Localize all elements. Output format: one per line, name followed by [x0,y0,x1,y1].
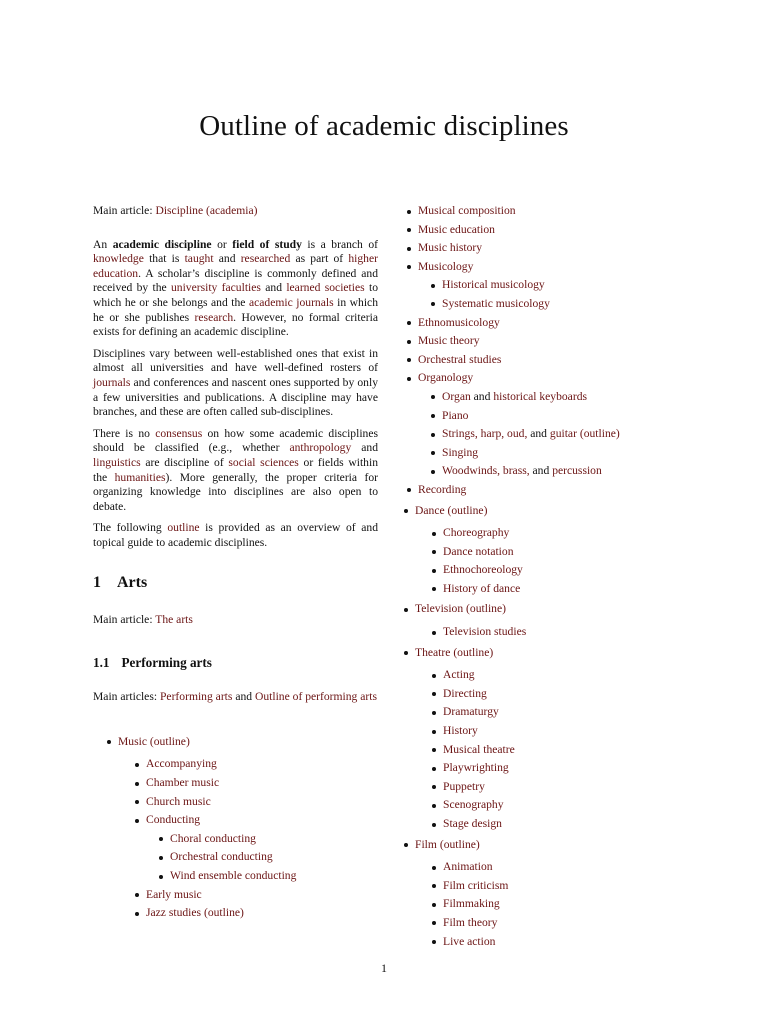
conducting-sublist [146,832,378,884]
list-item-music [118,735,378,921]
intro-paragraph-1: An academic discipline or field of study is a branch of knowledge that is taught and researched as part of higher education. A scholar’s discipline is commonly defined and received by the university faculties and learned societies to which he or she belongs and the academic journals in which he or she publishes research. However, no formal criteria exists for defining an academic discipline. [93,237,379,339]
list-item [442,409,690,424]
link-television[interactable]: Television [415,602,464,616]
link-choreography[interactable]: Choreography [443,526,510,540]
list-item-dance [415,504,690,597]
link-wind-ensemble-conducting[interactable]: Wind ensemble conducting [170,869,297,882]
link-music-outline[interactable]: (outline) [149,734,190,748]
page-title: Outline of academic disciplines [199,110,569,142]
list-item [442,297,690,312]
link-piano[interactable]: Piano [442,408,469,422]
list-item [170,869,378,884]
dance-sublist [415,526,690,596]
list-item [443,545,690,560]
list-item [443,916,690,931]
list-item [418,241,690,256]
main-article-arts: Main article: The arts [93,613,193,627]
list-item [418,316,690,331]
link-dramaturgy[interactable]: Dramaturgy [443,705,499,719]
list-item [418,223,690,238]
link-stage-design[interactable]: Stage design [443,817,502,830]
link-jazz-outline[interactable]: (outline) [203,906,244,920]
link-scenography[interactable]: Scenography [443,798,504,812]
list-item [443,582,690,597]
link-history[interactable]: History [443,724,478,738]
link-woodwinds-brass[interactable]: Woodwinds, brass, [442,464,530,478]
link-film[interactable]: Film [415,837,437,851]
link-knowledge[interactable]: knowledge [93,252,144,266]
list-item [443,668,690,683]
page-number: 1 [381,961,387,975]
link-outline[interactable]: outline [167,521,200,535]
link-dance-notation[interactable]: Dance notation [443,544,514,558]
list-item [418,204,690,219]
link-puppetry[interactable]: Puppetry [443,779,485,793]
link-research[interactable]: research [194,310,234,324]
intro-paragraph-4: The following outline is provided as an overview of and topical guide to academic disciplines. [93,521,378,549]
list-item [443,724,690,739]
link-theatre-outline[interactable]: (outline) [453,645,494,659]
link-music[interactable]: Music [118,734,147,748]
link-music-theory[interactable]: Music theory [418,334,480,348]
subsection-heading-performing-arts: 1.1 Performing arts [93,654,212,670]
link-social-sciences[interactable]: social sciences [228,455,299,469]
music-sublist-continued [418,204,690,498]
link-strings-harp-oud[interactable]: Strings, harp, oud, [442,427,528,441]
link-television-studies[interactable]: Television studies [443,625,527,639]
list-item: Woodwinds, brass, and percussion [442,464,690,479]
link-history-of-dance[interactable]: History of dance [443,581,521,595]
list-item [418,483,690,498]
list-item [443,705,690,720]
link-organ[interactable]: Organ [442,389,471,403]
list-item [170,850,378,865]
list-item: Organ and historical keyboards [442,390,690,405]
link-film-criticism[interactable]: Film criticism [443,878,509,892]
link-playwrighting[interactable]: Playwrighting [443,761,509,775]
list-item-theatre [415,646,690,832]
link-orchestral-studies[interactable]: Orchestral studies [418,352,502,366]
left-column [93,204,378,927]
performing-arts-list-continued [390,504,690,950]
link-television-outline[interactable]: (outline) [466,602,506,616]
list-item [443,563,690,578]
link-taught[interactable]: taught [184,252,214,266]
link-church-music[interactable]: Church music [146,794,211,808]
list-item-television [415,602,690,639]
list-item-film [415,838,690,950]
link-humanities[interactable]: humanities [114,470,166,484]
link-film-theory[interactable]: Film theory [443,915,498,929]
list-item [146,906,378,921]
film-sublist [415,860,690,949]
link-guitar[interactable]: guitar [549,427,577,441]
television-sublist [415,625,690,640]
link-academic-journals[interactable]: academic journals [248,295,334,309]
list-item [443,687,690,702]
musicology-sublist [418,278,690,311]
list-item [418,353,690,368]
link-university-faculties[interactable]: university faculties [170,281,261,295]
link-musical-composition[interactable]: Musical composition [418,204,516,217]
link-music-history[interactable]: Music history [418,241,483,255]
link-music-education[interactable]: Music education [418,222,495,236]
term-field-of-study: field of study [232,237,302,251]
list-item [443,879,690,894]
list-item [418,334,690,349]
link-discipline-academia[interactable]: Discipline (academia) [155,204,258,217]
link-musical-theatre[interactable]: Musical theatre [443,742,515,756]
link-musicology[interactable]: Musicology [418,259,474,273]
list-item [418,260,690,312]
list-item [146,888,378,903]
link-film-outline[interactable]: (outline) [439,837,480,851]
list-item [443,526,690,541]
link-dance-outline[interactable]: (outline) [447,503,488,517]
link-outline-of-performing-arts[interactable]: Outline of performing arts [254,690,377,704]
list-item [443,817,690,832]
link-ethnochoreology[interactable]: Ethnochoreology [443,563,523,577]
link-historical-keyboards[interactable]: historical keyboards [493,389,588,403]
link-recording[interactable]: Recording [418,482,467,496]
list-item [146,813,378,883]
link-conducting[interactable]: Conducting [146,813,201,827]
theatre-sublist [415,668,690,831]
main-article-note [93,204,378,219]
list-item [443,743,690,758]
link-choral-conducting[interactable]: Choral conducting [170,831,256,845]
link-early-music[interactable]: Early music [146,887,202,901]
section-heading-arts: 1 Arts [93,574,148,592]
link-performing-arts[interactable]: Performing arts [159,690,233,704]
list-item [442,446,690,461]
list-item: Strings, harp, oud, and guitar (outline) [442,427,690,442]
list-item [146,776,378,791]
list-item [443,780,690,795]
link-the-arts[interactable]: The arts [155,613,193,627]
intro-paragraph-2: Disciplines vary between well-established ones that exist in almost all universities and have well-defined rosters of journals and conferences and nascent ones supported by only a few universities and publications. A discipline may have branches, and these are often called sub-disciplines. [93,346,378,419]
link-ethnomusicology[interactable]: Ethnomusicology [418,315,500,329]
list-item [443,761,690,776]
intro-paragraph-3: There is no consensus on how some academic disciplines should be classified (e.g., whether anthropology and linguistics are discipline of social sciences or fields within the humanities). More generally, the proper criteria for organizing knowledge into disciplines are also open to debate. [93,426,379,513]
link-journals[interactable]: journals [93,375,131,389]
link-historical-musicology[interactable]: Historical musicology [442,278,545,292]
performing-arts-list [93,735,378,921]
link-singing[interactable]: Singing [442,445,479,459]
link-chamber-music[interactable]: Chamber music [146,776,220,790]
list-item [146,757,378,772]
link-linguistics[interactable]: linguistics [93,455,141,469]
list-item [443,935,690,950]
link-dance[interactable]: Dance [415,503,445,517]
link-guitar-outline[interactable]: (outline) [579,427,620,441]
link-animation[interactable]: Animation [443,860,493,874]
link-directing[interactable]: Directing [443,686,487,700]
link-acting[interactable]: Acting [443,668,475,682]
link-orchestral-conducting[interactable]: Orchestral conducting [170,850,273,864]
link-live-action[interactable]: Live action [443,934,496,948]
main-article-prefix: Main article: [93,204,156,217]
link-systematic-musicology[interactable]: Systematic musicology [442,296,550,310]
list-item [442,278,690,293]
right-column [390,204,690,955]
list-item [146,795,378,810]
link-learned-societies[interactable]: learned societies [286,281,365,295]
organology-sublist [418,390,690,479]
link-anthropology[interactable]: anthropology [289,441,352,455]
link-higher-education[interactable]: higher education [93,252,378,280]
main-articles-performing-arts: Main articles: Performing arts and Outline of performing arts [93,690,377,704]
list-item [170,832,378,847]
link-jazz-studies[interactable]: Jazz studies [146,906,202,920]
list-item [418,371,690,479]
link-accompanying[interactable]: Accompanying [146,757,217,771]
link-consensus[interactable]: consensus [155,426,203,440]
link-organology[interactable]: Organology [418,371,474,385]
list-item [443,897,690,912]
link-theatre[interactable]: Theatre [415,645,451,659]
link-researched[interactable]: researched [240,252,291,266]
list-item [443,860,690,875]
link-filmmaking[interactable]: Filmmaking [443,897,500,911]
link-percussion[interactable]: percussion [552,464,602,478]
music-sublist [118,757,378,920]
list-item [443,798,690,813]
list-item [443,625,690,640]
term-academic-discipline: academic discipline [112,237,212,251]
